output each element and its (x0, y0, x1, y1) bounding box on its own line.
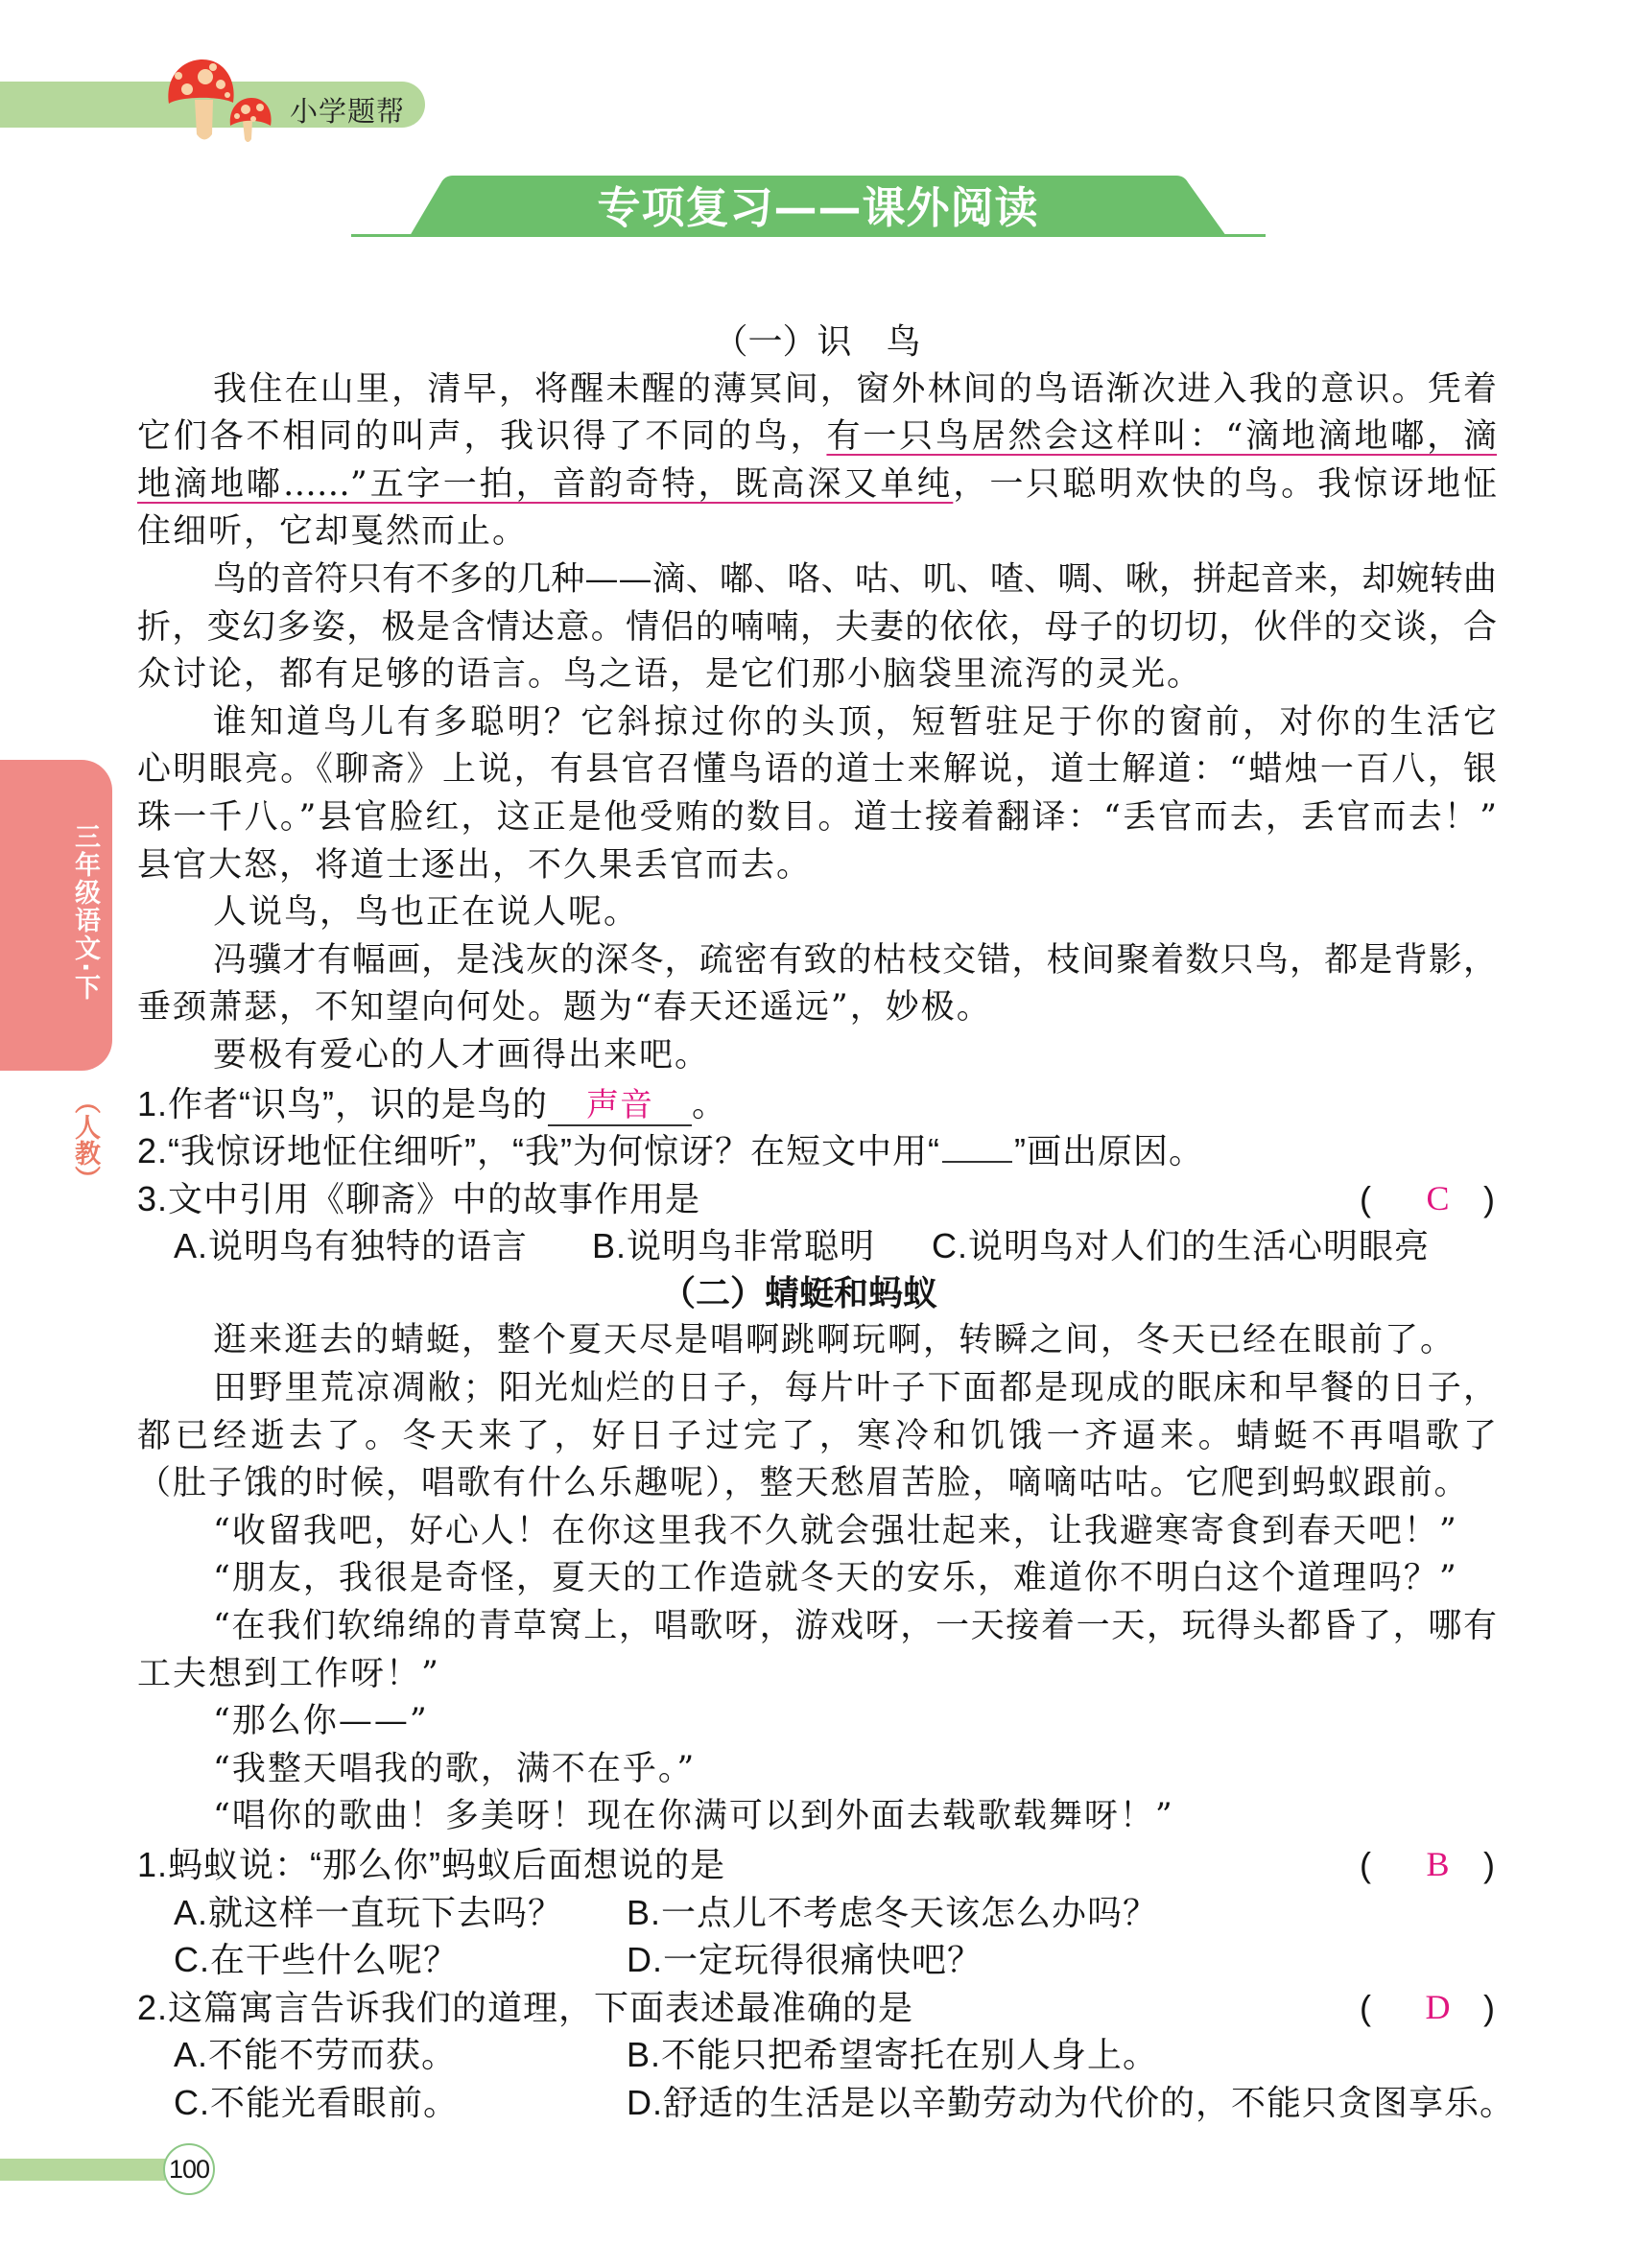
text-line (137, 1032, 1497, 1080)
mushroom-icon (168, 59, 271, 142)
line-text: “唱你的歌曲！多美呀！现在你满可以到外面去载歌载舞呀！” (213, 1797, 1174, 1836)
question-text: 这篇寓言告诉我们的道理，下面表述最准确的是 (168, 1987, 914, 2027)
line-text: 谁知道鸟儿有多聪明？它斜掠过你的头顶，短暂驻足于你的窗前，对你的生活它 (213, 702, 1497, 742)
line-text: “我整天唱我的歌，满不在乎。” (213, 1749, 697, 1788)
grade-label: 三年级语文·下 (70, 823, 100, 1003)
answer-letter: D (1425, 1987, 1452, 2026)
answer-blank: 声音 (548, 1086, 692, 1126)
brand-label: 小学题帮 (290, 95, 406, 128)
text-line (137, 604, 1497, 652)
text-line (137, 1555, 1497, 1603)
text-line (137, 794, 1497, 842)
text-line (137, 889, 1497, 937)
line-text: 工夫想到工作呀！” (137, 1654, 440, 1693)
line-text: 县官大怒，将道士逐出，不久果丢官而去。 (137, 845, 813, 885)
bracket-open: ( (1360, 1987, 1372, 2027)
question-options-row (137, 1889, 1497, 1937)
option-b: B.说明鸟非常聪明 (592, 1226, 876, 1266)
line-text: “在我们软绵绵的青草窝上，唱歌呀，游戏呀，一天接着一天，玩得头都昏了，哪有 (213, 1607, 1497, 1646)
underline-mark-blank (942, 1134, 1012, 1163)
question-number: 1. (137, 1083, 169, 1123)
text-line (137, 1698, 1497, 1746)
text-line (137, 556, 1497, 604)
line-text: 都已经逝去了。冬天来了，好日子过完了，寒冷和饥饿一齐逼来。蜻蜓不再唱歌了 (137, 1416, 1497, 1455)
line-text: 逛来逛去的蜻蜓，整个夏天尽是唱啊跳啊玩啊，转瞬之间，冬天已经在眼前了。 (213, 1321, 1456, 1360)
line-text: 它们各不相同的叫声，我识得了不同的鸟， (137, 417, 827, 457)
bracket-close: ) (1483, 1987, 1496, 2027)
question-options-row (137, 1936, 1497, 1984)
line-text: 我住在山里，清早，将醒未醒的薄冥间，窗外林间的鸟语渐次进入我的意识。凭着 (213, 369, 1497, 409)
line-text: 折，变幻多姿，极是含情达意。情侣的喃喃，夫妻的依依，母子的切切，伙伴的交谈，合 (137, 607, 1497, 647)
passage-2-title: （二）蜻蜓和蚂蚁 (661, 1273, 938, 1313)
option-d: D.一定玩得很痛快吧？ (627, 1940, 983, 1980)
text-line (137, 1413, 1497, 1461)
option-b: B.一点儿不考虑冬天该怎么办吗？ (627, 1892, 1159, 1932)
text-line (137, 746, 1497, 794)
option-d: D.舒适的生活是以辛勤劳动为代价的，不能只贪图享乐。 (627, 2082, 1516, 2122)
option-c: C.不能光看眼前。 (174, 2082, 460, 2122)
page-number: 100 (163, 2143, 215, 2195)
text-line (137, 1365, 1497, 1413)
line-text: “收留我吧，好心人！在你这里我不久就会强壮起来，让我避寒寄食到春天吧！” (213, 1511, 1458, 1550)
text-line (137, 1460, 1497, 1508)
question-options-row (137, 2079, 1516, 2127)
line-text: ，一只聪明欢快的鸟。我惊讶地怔 (953, 464, 1497, 504)
line-text: 人说鸟，鸟也正在说人呢。 (213, 893, 640, 933)
line-text: 田野里荒凉凋敝；阳光灿烂的日子，每片叶子下面都是现成的眠床和早餐的日子， (213, 1369, 1497, 1408)
passage-1-title: （一）识 鸟 (713, 322, 921, 362)
line-text: “朋友，我很是奇怪，夏天的工作造就冬天的安乐，难道你不明白这个道理吗？” (213, 1559, 1458, 1598)
line-text: 鸟的音符只有不多的几种——滴、嘟、咯、咕、叽、喳、啁、啾，拼起音来，却婉转曲 (213, 559, 1497, 599)
text-line (137, 842, 1497, 890)
line-text: 众讨论，都有足够的语言。鸟之语，是它们那小脑袋里流泻的灵光。 (137, 655, 1203, 695)
question-3 (137, 1175, 1497, 1223)
question-text: 文中引用《聊斋》中的故事作用是 (168, 1178, 701, 1218)
answer-bracket (1360, 1984, 1496, 2032)
line-text: （肚子饿的时候，唱歌有什么乐趣呢），整天愁眉苦脸，嘀嘀咕咕。它爬到蚂蚁跟前。 (137, 1464, 1470, 1503)
question-3-options (137, 1222, 1497, 1270)
question-number: 3. (137, 1178, 169, 1218)
bracket-open: ( (1360, 1178, 1372, 1218)
footer-ribbon (0, 2159, 165, 2181)
question-suffix: ”画出原因。 (1013, 1131, 1204, 1171)
underlined-text: 地滴地嘟……”五字一拍，音韵奇特，既高深又单纯 (137, 464, 954, 504)
question-2 (137, 1127, 1497, 1175)
answer-bracket (1360, 1175, 1496, 1223)
answer-letter: B (1426, 1845, 1451, 1883)
option-c: C.说明鸟对人们的生活心明眼亮 (932, 1226, 1431, 1266)
text-line (137, 937, 1497, 985)
bracket-close: ) (1482, 1845, 1496, 1884)
text-line (137, 508, 1497, 556)
question-text: “我惊讶地怔住细听”，“我”为何惊讶？在短文中用“ (168, 1131, 940, 1171)
edition-label: （人教） (70, 1088, 100, 1192)
text-line (137, 1651, 1497, 1699)
bracket-open: ( (1360, 1845, 1372, 1884)
question-number: 1. (137, 1845, 169, 1884)
question-text: 作者“识鸟”，识的是鸟的 (168, 1083, 549, 1123)
line-text: 心明眼亮。《聊斋》上说，有县官召懂鸟语的道士来解说，道士解道：“蜡烛一百八，银 (137, 750, 1497, 790)
line-text: 冯骥才有幅画，是浅灰的深冬，疏密有致的枯枝交错，枝间聚着数只鸟，都是背影， (213, 940, 1497, 980)
question-1 (137, 1080, 1497, 1128)
text-line (137, 461, 1497, 509)
option-c: C.在干些什么呢？ (174, 1940, 460, 1980)
question-suffix: 。 (692, 1083, 728, 1123)
question-2-2 (137, 1984, 1497, 2032)
line-text: 垂颈萧瑟，不知望向何处。题为“春天还遥远”，妙极。 (137, 988, 992, 1028)
line-text: 要极有爱心的人才画得出来吧。 (213, 1035, 711, 1075)
line-text: “那么你——” (213, 1702, 429, 1741)
question-number: 2. (137, 1131, 169, 1171)
question-options-row (137, 2031, 1497, 2079)
question-text: 蚂蚁说：“那么你”蚂蚁后面想说的是 (168, 1845, 726, 1884)
question-2-1 (137, 1841, 1497, 1889)
option-b: B.不能只把希望寄托在别人身上。 (627, 2035, 1159, 2075)
page-content (137, 319, 1516, 2127)
text-line (137, 699, 1497, 747)
text-line (137, 1508, 1497, 1556)
bracket-close: ) (1482, 1178, 1496, 1218)
line-text: 住细听，它却戛然而止。 (137, 512, 529, 552)
text-line (137, 984, 1497, 1032)
option-a: A.不能不劳而获。 (174, 2035, 458, 2075)
text-line (137, 1603, 1497, 1651)
text-line (137, 413, 1497, 461)
page-title: 专项复习——课外阅读 (597, 182, 1039, 233)
option-a: A.就这样一直玩下去吗？ (174, 1892, 564, 1932)
passage-2-title-row (137, 1270, 1497, 1318)
line-text: 珠一千八。”县官脸红，这正是他受贿的数目。道士接着翻译：“丢官而去，丢官而去！” (137, 797, 1497, 837)
answer-letter: C (1426, 1178, 1451, 1217)
text-line (137, 1793, 1497, 1841)
question-number: 2. (137, 1987, 169, 2027)
answer-bracket (1360, 1841, 1496, 1889)
text-line (137, 1746, 1497, 1794)
text-line (137, 651, 1497, 699)
text-line (137, 1317, 1497, 1365)
text-line (137, 366, 1497, 414)
underlined-text: 有一只鸟居然会这样叫：“滴地滴地嘟，滴 (826, 417, 1497, 457)
option-a: A.说明鸟有独特的语言 (174, 1226, 529, 1266)
